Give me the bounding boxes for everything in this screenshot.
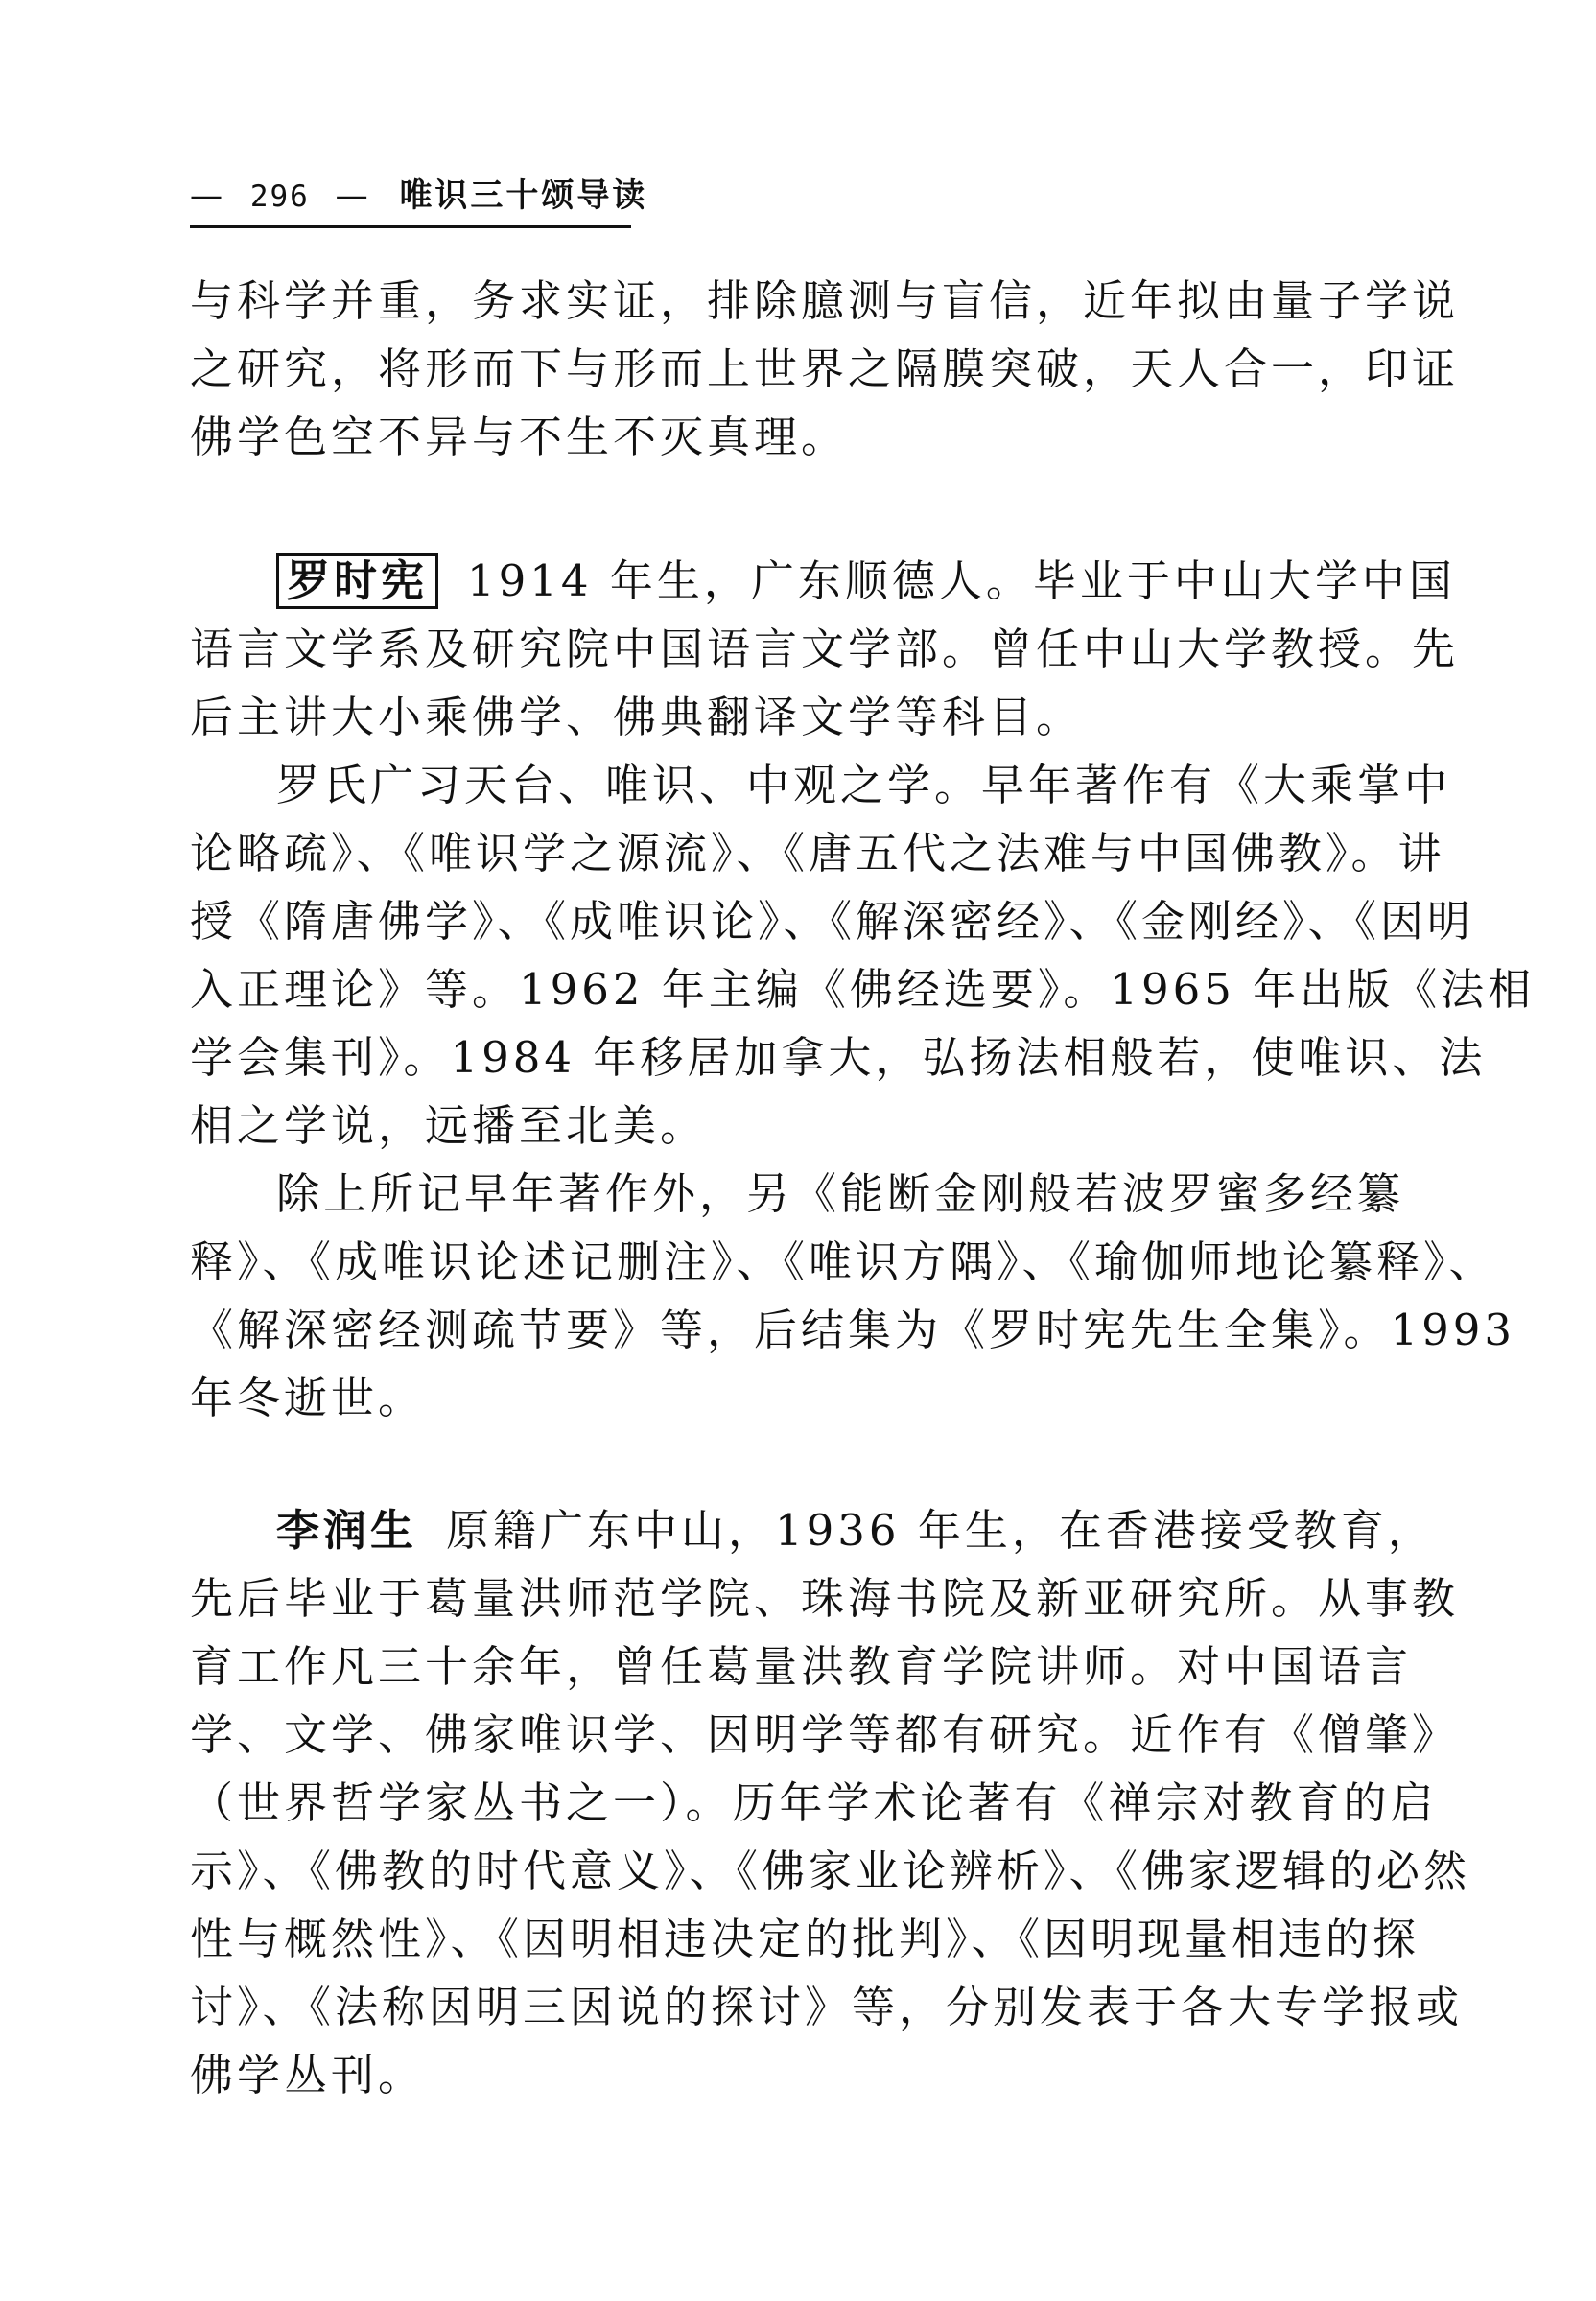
text-line: 佛学丛刊。: [190, 2050, 426, 2101]
text-line: 与科学并重，务求实证，排除臆测与盲信，近年拟由量子学说: [190, 275, 1460, 326]
text-line: 学会集刊》。1984 年移居加拿大，弘扬法相般若，使唯识、法: [190, 1032, 1487, 1083]
text-line: 之研究，将形而下与形而上世界之隔膜突破，天人合一，印证: [190, 343, 1460, 394]
entry-first-line-text: 1914 年生，广东顺德人。毕业于中山大学中国: [467, 555, 1456, 606]
text-line: 语言文学系及研究院中国语言文学部。曾任中山大学教授。先: [190, 623, 1460, 674]
text-line: 相之学说，远播至北美。: [190, 1100, 708, 1151]
entry-first-line: [190, 547, 1456, 615]
text-line: 性与概然性》、《因明相违决定的批判》、《因明现量相违的探: [190, 1914, 1420, 1964]
text-line: 讨》、《法称因明三因说的探讨》等，分别发表于各大专学报或: [190, 1982, 1464, 2032]
entry-name-boxed: 罗时宪: [276, 553, 438, 609]
text-line: 示》、《佛教的时代意义》、《佛家业论辨析》、《佛家逻辑的必然: [190, 1845, 1471, 1896]
entry-first-line-text: 原籍广东中山，1936 年生，在香港接受教育，: [446, 1505, 1435, 1556]
text-line: 年冬逝世。: [190, 1373, 426, 1423]
text-line: 后主讲大小乘佛学、佛典翻译文学等科目。: [190, 692, 1084, 742]
entry-first-line: [190, 1496, 1435, 1564]
header-dash-right: —: [335, 176, 370, 215]
text-line: 育工作凡三十余年，曾任葛量洪教育学院讲师。对中国语言: [190, 1641, 1413, 1692]
entry-luo-shixian: [190, 547, 1536, 1432]
text-line: 论略疏》、《唯识学之源流》、《唐五代之法难与中国佛教》。讲: [190, 828, 1445, 879]
text-line: 入正理论》等。1962 年主编《佛经选要》。1965 年出版《法相: [190, 964, 1536, 1015]
text-line: 佛学色空不异与不生不灭真理。: [190, 411, 849, 462]
header-dash-left: —: [190, 176, 224, 215]
text-line: 《解深密经测疏节要》等，后结集为《罗时宪先生全集》。1993: [190, 1304, 1516, 1355]
intro-paragraph: [190, 267, 1460, 471]
book-title: 唯识三十颂导读: [399, 176, 648, 215]
text-line: 除上所记早年著作外，另《能断金刚般若波罗蜜多经纂: [276, 1168, 1405, 1219]
text-line: 授《隋唐佛学》、《成唯识论》、《解深密经》、《金刚经》、《因明: [190, 896, 1475, 947]
entry-name-bold: 李润生: [276, 1505, 418, 1556]
text-line: 罗氏广习天台、唯识、中观之学。早年著作有《大乘掌中: [276, 760, 1452, 810]
running-header: [190, 169, 648, 228]
page-number: 296: [249, 179, 310, 214]
entry-li-runsheng: [190, 1496, 1471, 2109]
text-line: 先后毕业于葛量洪师范学院、珠海书院及新亚研究所。从事教: [190, 1573, 1460, 1624]
text-line: （世界哲学家丛书之一）。历年学术论著有《禅宗对教育的启: [190, 1777, 1438, 1828]
text-line: 释》、《成唯识论述记删注》、《唯识方隅》、《瑜伽师地论纂释》、: [190, 1236, 1496, 1287]
text-line: 学、文学、佛家唯识学、因明学等都有研究。近作有《僧肇》: [190, 1709, 1460, 1760]
